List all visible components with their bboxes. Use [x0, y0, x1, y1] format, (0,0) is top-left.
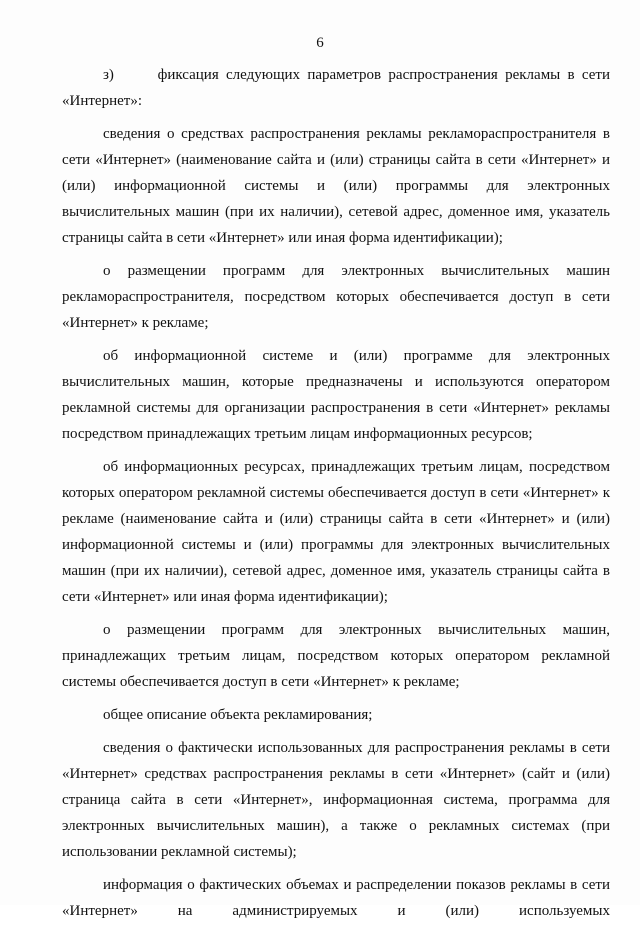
paragraph-impressions-info: информация о фактических объемах и распределении показов рекламы в сети «Интернет» на администрируемых и (или) используемых: [62, 877, 610, 919]
paragraph-third-party-software: о размещении программ для электронных вычислительных машин, принадлежащих третьим лицам, посредством которых оператором рекламной системы обеспечивается доступ в сети «Интернет» к рекламе;: [62, 622, 610, 690]
paragraph-third-party-resources: об информационных ресурсах, принадлежащих третьим лицам, посредством которых оператором рекламной системы обеспечивается доступ в сети «Интернет» к рекламе (наименование сайта и (или) страницы сайта в сети «Интернет» и (или) информационной системы и (или) программы для электронных вычислительных машин (при их наличии), сетевой адрес, доменное имя, указатель страницы сайта в сети «Интернет» или иная форма идентификации);: [62, 459, 610, 605]
paragraph-object-description: общее описание объекта рекламирования;: [103, 707, 373, 723]
page-number: 6: [316, 35, 324, 51]
paragraph-software-placement: о размещении программ для электронных вычислительных машин рекламораспространителя, посредством которых обеспечивается доступ в сети «Интернет» к рекламе;: [62, 263, 610, 331]
paragraph-ad-system-info: об информационной системе и (или) программе для электронных вычислительных машин, которые предназначены и используются оператором рекламной системы для организации распространения в сети «Интернет» рекламы посредством принадлежащих третьим лицам информационных ресурсов;: [62, 348, 610, 442]
paragraph-distribution-means: сведения о средствах распространения рекламы рекламораспространителя в сети «Интернет» (наименование сайта и (или) страницы сайта в сети «Интернет» и (или) информационной системы и (или) программы для электронных вычислительных машин (при их наличии), сетевой адрес, доменное имя, указатель страницы сайта в сети «Интернет» или иная форма идентификации);: [62, 126, 610, 246]
paragraph-actual-means-used: сведения о фактически использованных для распространения рекламы в сети «Интернет» средствах распространения рекламы в сети «Интернет» (сайт и (или) страница сайта в сети «Интернет», информационная система, программа для электронных вычислительных машин), а также о рекламных системах (при использовании рекламной системы);: [62, 740, 610, 860]
paragraph-z-heading: з) фиксация следующих параметров распространения рекламы в сети «Интернет»:: [62, 67, 610, 109]
document-body: [62, 62, 610, 931]
